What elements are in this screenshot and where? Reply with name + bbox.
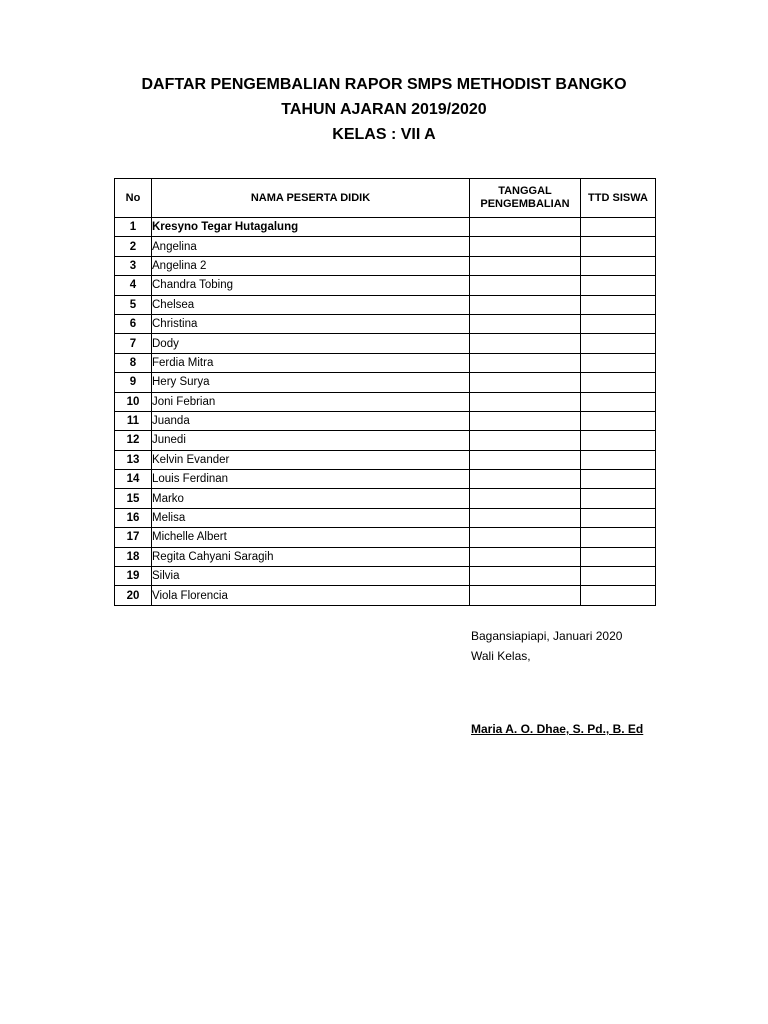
- signature-role: Wali Kelas,: [471, 649, 531, 663]
- student-signature-cell: [581, 276, 656, 295]
- student-signature-cell: [581, 411, 656, 430]
- student-signature-cell: [581, 392, 656, 411]
- row-number: 16: [115, 508, 152, 527]
- row-number: 14: [115, 470, 152, 489]
- student-name: Chelsea: [152, 295, 470, 314]
- row-number: 6: [115, 314, 152, 333]
- student-name: Chandra Tobing: [152, 276, 470, 295]
- return-date-cell: [470, 528, 581, 547]
- student-name: Christina: [152, 314, 470, 333]
- student-name: Louis Ferdinan: [152, 470, 470, 489]
- return-date-cell: [470, 431, 581, 450]
- student-signature-cell: [581, 353, 656, 372]
- table-row: [115, 314, 656, 333]
- table-row: [115, 450, 656, 469]
- return-date-cell: [470, 334, 581, 353]
- document-title: [0, 72, 768, 147]
- student-signature-cell: [581, 431, 656, 450]
- student-name: Melisa: [152, 508, 470, 527]
- header-date-line1: TANGGAL: [498, 185, 552, 197]
- table-row: [115, 489, 656, 508]
- signature-name: Maria A. O. Dhae, S. Pd., B. Ed: [471, 722, 644, 736]
- return-date-cell: [470, 470, 581, 489]
- table-row: [115, 567, 656, 586]
- return-date-cell: [470, 314, 581, 333]
- student-name: Dody: [152, 334, 470, 353]
- row-number: 4: [115, 276, 152, 295]
- row-number: 3: [115, 256, 152, 275]
- student-signature-cell: [581, 256, 656, 275]
- table-row: [115, 256, 656, 275]
- student-name: Angelina 2: [152, 256, 470, 275]
- student-name: Marko: [152, 489, 470, 508]
- student-name: Joni Febrian: [152, 392, 470, 411]
- signature-block: [471, 626, 622, 666]
- student-signature-cell: [581, 567, 656, 586]
- title-line-1: DAFTAR PENGEMBALIAN RAPOR SMPS METHODIST BANGKO: [141, 76, 627, 93]
- student-signature-cell: [581, 334, 656, 353]
- header-date-line2: PENGEMBALIAN: [480, 198, 570, 210]
- table-row: [115, 411, 656, 430]
- row-number: 8: [115, 353, 152, 372]
- student-name: Juanda: [152, 411, 470, 430]
- row-number: 11: [115, 411, 152, 430]
- return-date-cell: [470, 237, 581, 256]
- table-row: [115, 392, 656, 411]
- row-number: 17: [115, 528, 152, 547]
- student-name: Silvia: [152, 567, 470, 586]
- return-date-cell: [470, 411, 581, 430]
- row-number: 19: [115, 567, 152, 586]
- student-name: Kelvin Evander: [152, 450, 470, 469]
- row-number: 12: [115, 431, 152, 450]
- table-row: [115, 373, 656, 392]
- return-date-cell: [470, 547, 581, 566]
- student-signature-cell: [581, 450, 656, 469]
- student-signature-cell: [581, 489, 656, 508]
- return-date-cell: [470, 392, 581, 411]
- student-signature-cell: [581, 508, 656, 527]
- return-date-cell: [470, 218, 581, 237]
- student-name: Angelina: [152, 237, 470, 256]
- return-date-cell: [470, 450, 581, 469]
- row-number: 15: [115, 489, 152, 508]
- row-number: 7: [115, 334, 152, 353]
- return-date-cell: [470, 567, 581, 586]
- student-signature-cell: [581, 470, 656, 489]
- header-signature: TTD SISWA: [581, 179, 656, 218]
- header-date: [470, 179, 581, 218]
- row-number: 1: [115, 218, 152, 237]
- return-date-cell: [470, 373, 581, 392]
- return-date-cell: [470, 276, 581, 295]
- row-number: 5: [115, 295, 152, 314]
- student-signature-cell: [581, 373, 656, 392]
- student-signature-cell: [581, 218, 656, 237]
- row-number: 10: [115, 392, 152, 411]
- return-date-cell: [470, 256, 581, 275]
- table-row: [115, 237, 656, 256]
- table-body: [115, 218, 656, 606]
- return-date-cell: [470, 489, 581, 508]
- student-name: Viola Florencia: [152, 586, 470, 605]
- row-number: 13: [115, 450, 152, 469]
- header-no: No: [115, 179, 152, 218]
- row-number: 2: [115, 237, 152, 256]
- return-date-cell: [470, 295, 581, 314]
- table-row: [115, 276, 656, 295]
- table-row: [115, 470, 656, 489]
- row-number: 9: [115, 373, 152, 392]
- student-signature-cell: [581, 295, 656, 314]
- student-name: Junedi: [152, 431, 470, 450]
- table-row: [115, 334, 656, 353]
- table-row: [115, 218, 656, 237]
- student-signature-cell: [581, 586, 656, 605]
- student-signature-cell: [581, 314, 656, 333]
- title-line-2: TAHUN AJARAN 2019/2020: [281, 101, 487, 118]
- student-signature-cell: [581, 237, 656, 256]
- table-row: [115, 295, 656, 314]
- row-number: 18: [115, 547, 152, 566]
- table-row: [115, 547, 656, 566]
- table-row: [115, 508, 656, 527]
- roster-table: [114, 178, 656, 606]
- student-name: Hery Surya: [152, 373, 470, 392]
- student-signature-cell: [581, 547, 656, 566]
- student-name: Kresyno Tegar Hutagalung: [152, 218, 470, 237]
- student-signature-cell: [581, 528, 656, 547]
- return-date-cell: [470, 508, 581, 527]
- table-row: [115, 528, 656, 547]
- row-number: 20: [115, 586, 152, 605]
- table-row: [115, 431, 656, 450]
- title-line-3: KELAS : VII A: [332, 126, 436, 143]
- student-name: Michelle Albert: [152, 528, 470, 547]
- table-header-row: [115, 179, 656, 218]
- student-name: Ferdia Mitra: [152, 353, 470, 372]
- student-name: Regita Cahyani Saragih: [152, 547, 470, 566]
- table-row: [115, 586, 656, 605]
- table-row: [115, 353, 656, 372]
- signature-place-date: Bagansiapiapi, Januari 2020: [471, 629, 623, 643]
- return-date-cell: [470, 353, 581, 372]
- return-date-cell: [470, 586, 581, 605]
- header-name: NAMA PESERTA DIDIK: [152, 179, 470, 218]
